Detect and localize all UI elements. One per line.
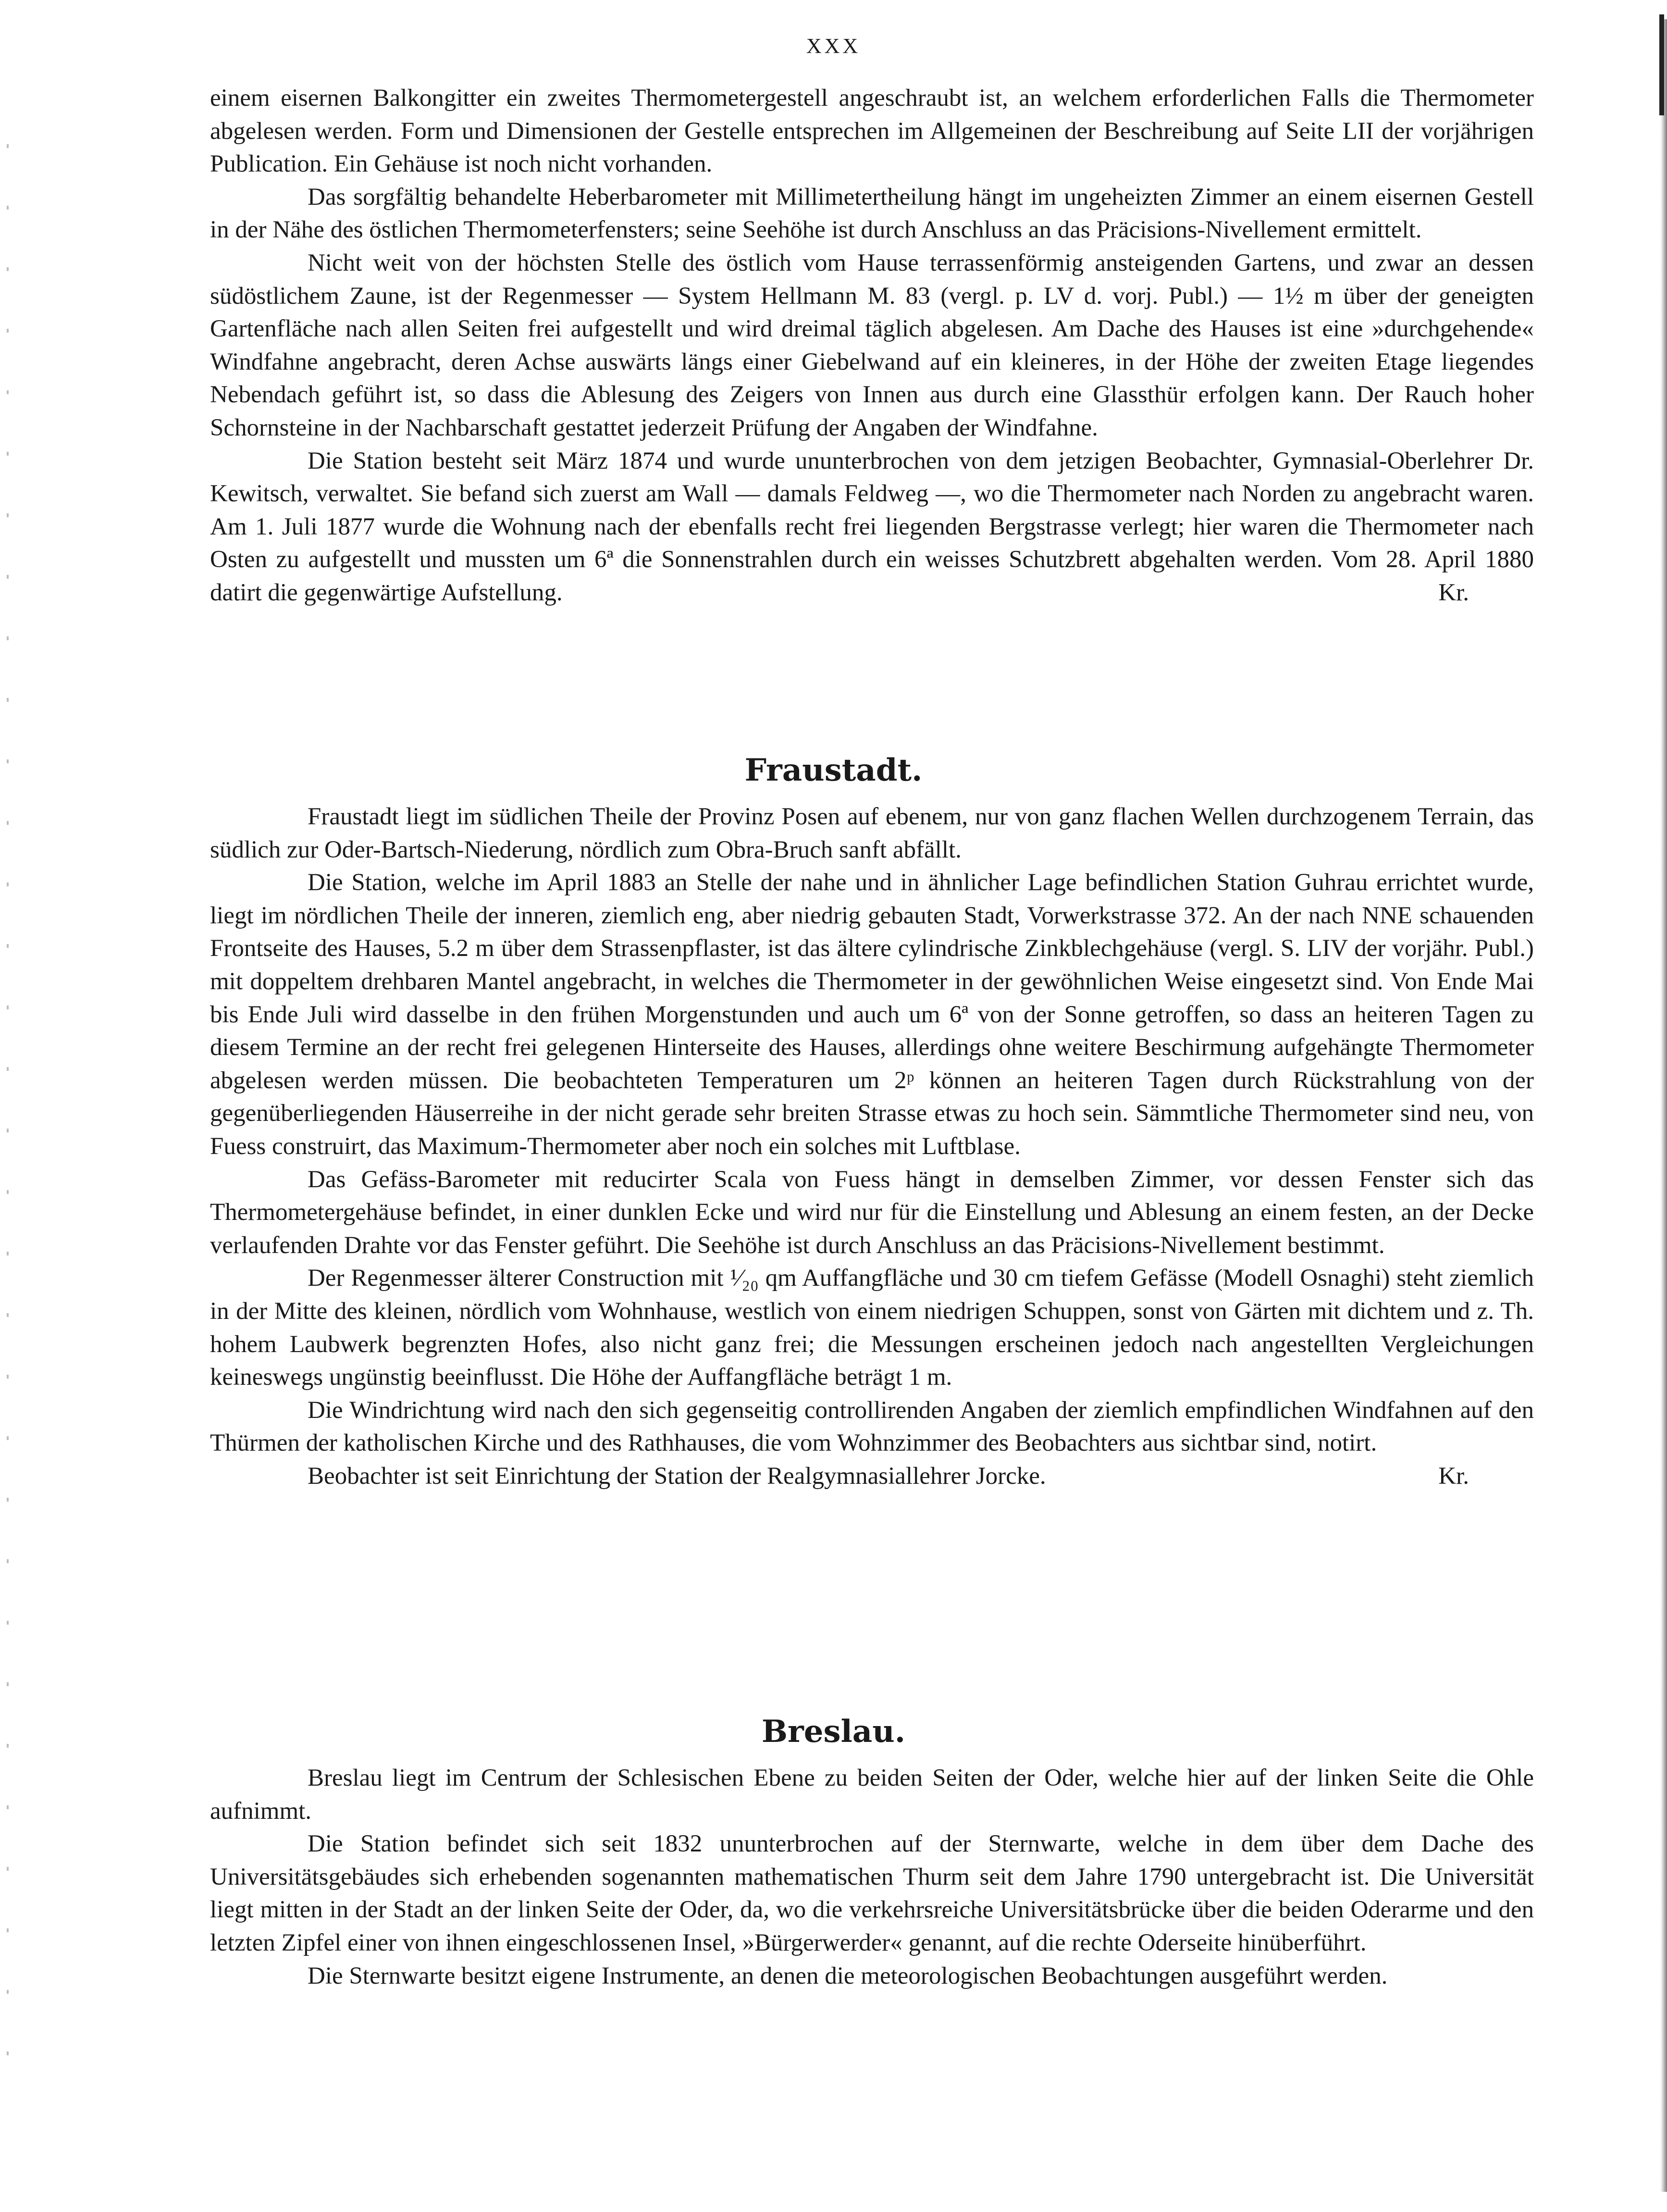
- paragraph: [210, 445, 1534, 609]
- paragraph-text: Die Station besteht seit März 1874 und wurde ununterbrochen von dem jetzigen Beobachter, Gymnasial-Oberlehrer Dr. Kewitsch, verwaltet. Sie befand sich zuerst am Wall — damals Feldweg —, wo die Thermometer nach Norden zu angebracht waren. Am 1. Juli 1877 wurde die Wohnung nach der ebenfalls recht frei liegenden Bergstrasse verlegt; hier waren die Thermometer nach Osten zu aufgestellt und mussten um 6ª die Sonnenstrahlen durch ein weisses Schutzbrett abgehalten werden. Vom 28. April 1880 datirt die gegenwärtige Aufstellung.: [210, 447, 1534, 606]
- paragraph-text: Beobachter ist seit Einrichtung der Station der Realgymnasiallehrer Jorcke.: [308, 1462, 1046, 1490]
- paragraph: Der Regenmesser älterer Construction mit ¹⁄₂₀ qm Auffangfläche und 30 cm tiefem Gefässe (Modell Osnaghi) steht ziemlich in der Mitte des kleinen, nördlich vom Wohnhause, westlich von einem niedrigen Schuppen, sonst von Gärten mit dichtem und z. Th. hohem Laubwerk begrenzten Hofes, also nicht ganz frei; die Messungen erscheinen jedoch nach angestellten Vergleichungen keineswegs ungünstig beeinflusst. Die Höhe der Auffangfläche beträgt 1 m.: [210, 1265, 1534, 1391]
- paragraph: Nicht weit von der höchsten Stelle des östlich vom Hause terrassenförmig ansteigenden Gartens, und zwar an dessen südöstlichem Zaune, ist der Regenmesser — System Hellmann M. 83 (vergl. p. LV d. vorj. Publ.) — 1½ m über der geneigten Gartenfläche nach allen Seiten frei aufgestellt und wird dreimal täglich abgelesen. Am Dache des Hauses ist eine »durchgehende« Windfahne angebracht, deren Achse auswärts längs einer Giebelwand auf ein kleineres, in der Höhe der zweiten Etage liegendes Nebendach geführt ist, so dass die Ablesung des Zeigers von Innen aus durch eine Glassthür erfolgen kann. Der Rauch hoher Schornsteine in der Nachbarschaft gestattet jederzeit Prüfung der Angaben der Windfahne.: [210, 249, 1534, 441]
- section-title-breslau: Breslau.: [761, 1714, 906, 1750]
- page-number: XXX: [806, 34, 861, 58]
- scan-specks: [7, 87, 9, 2105]
- paragraph: Breslau liegt im Centrum der Schlesischen Ebene zu beiden Seiten der Oder, welche hier auf der linken Seite die Ohle aufnimmt.: [210, 1765, 1534, 1825]
- paragraph: Die Windrichtung wird nach den sich gegenseitig controllirenden Angaben der ziemlich empfindlichen Windfahnen auf den Thürmen der katholischen Kirche und des Rathhauses, die vom Wohnzimmer des Beobachters aus sichtbar sind, notirt.: [210, 1396, 1534, 1457]
- paragraph: [210, 1460, 1534, 1493]
- paragraph: Die Station, welche im April 1883 an Stelle der nahe und in ähnlicher Lage befindlichen Station Guhrau errichtet wurde, liegt im nördlichen Theile der inneren, ziemlich eng, aber niedrig gebauten Stadt, Vorwerkstrasse 372. An der nach NNE schauenden Frontseite des Hauses, 5.2 m über dem Strassenpflaster, ist das ältere cylindrische Zinkblechgehäuse (vergl. S. LIV der vorjähr. Publ.) mit doppeltem drehbaren Mantel angebracht, in welches die Thermometer in der gewöhnlichen Weise eingesetzt sind. Von Ende Mai bis Ende Juli wird dasselbe in den frühen Morgenstunden und auch um 6ª von der Sonne getroffen, so dass an heiteren Tagen zu diesem Termine an der recht frei gelegenen Hinterseite des Hauses, allerdings ohne weitere Beschirmung aufgehängte Thermometer abgelesen werden müssen. Die beobachteten Temperaturen um 2ᵖ können an heiteren Tagen durch Rückstrahlung von der gegenüberliegenden Häuserreihe in der nicht gerade sehr breiten Strasse etwas zu hoch sein. Sämmtliche Thermometer sind neu, von Fuess construirt, das Maximum-Thermometer aber noch ein solches mit Luftblase.: [210, 869, 1534, 1160]
- scan-edge-mark: [1659, 14, 1664, 115]
- paragraph: Fraustadt liegt im südlichen Theile der Provinz Posen auf ebenem, nur von ganz flachen Wellen durchzogenem Terrain, das südlich zur Oder-Bartsch-Niederung, nördlich zum Obra-Bruch sanft abfällt.: [210, 803, 1534, 863]
- paragraph: Die Sternwarte besitzt eigene Instrumente, an denen die meteorologischen Beobachtungen ausgeführt werden.: [308, 1962, 1388, 1989]
- paragraph: einem eisernen Balkongitter ein zweites Thermometergestell angeschraubt ist, an welchem erforderlichen Falls die Thermometer abgelesen werden. Form und Dimensionen der Gestelle entsprechen im Allgemeinen der Beschreibung auf Seite LII der vorjährigen Publication. Ein Gehäuse ist noch nicht vorhanden.: [210, 85, 1534, 178]
- section-fraustadt: [210, 800, 1534, 1492]
- paragraph: Die Station befindet sich seit 1832 ununterbrochen auf der Sternwarte, welche in dem über dem Dache des Universitätsgebäudes sich erhebenden sogenannten mathematischen Thurm seit dem Jahre 1790 untergebracht ist. Die Universität liegt mitten in der Stadt an der linken Seite der Oder, da, wo die verkehrsreiche Universitätsbrücke über die beiden Oderarme und den letzten Zipfel einer von ihnen eingeschlossenen Insel, »Bürgerwerder« genannt, auf die rechte Oderseite hinüberführt.: [210, 1830, 1534, 1956]
- signature: Kr.: [1438, 579, 1469, 606]
- paragraph: Das sorgfältig behandelte Heberbarometer mit Millimetertheilung hängt im ungeheizten Zimmer an einem eisernen Gestell in der Nähe des östlichen Thermometerfensters; seine Seehöhe ist durch Anschluss an das Präcisions-Nivellement ermittelt.: [210, 183, 1534, 244]
- signature: Kr.: [1438, 1462, 1469, 1490]
- section-continuation: [210, 82, 1534, 609]
- scan-edge: [1660, 19, 1667, 2192]
- section-breslau: [210, 1762, 1534, 1992]
- paragraph: Das Gefäss-Barometer mit reducirter Scala von Fuess hängt in demselben Zimmer, vor dessen Fenster sich das Thermometergehäuse befindet, in einer dunklen Ecke und wird nur für die Einstellung und Ablesung an einem festen, an der Decke verlaufenden Drahte vor das Fenster geführt. Die Seehöhe ist durch Anschluss an das Präcisions-Nivellement bestimmt.: [210, 1166, 1534, 1259]
- section-title-fraustadt: Fraustadt.: [744, 752, 923, 788]
